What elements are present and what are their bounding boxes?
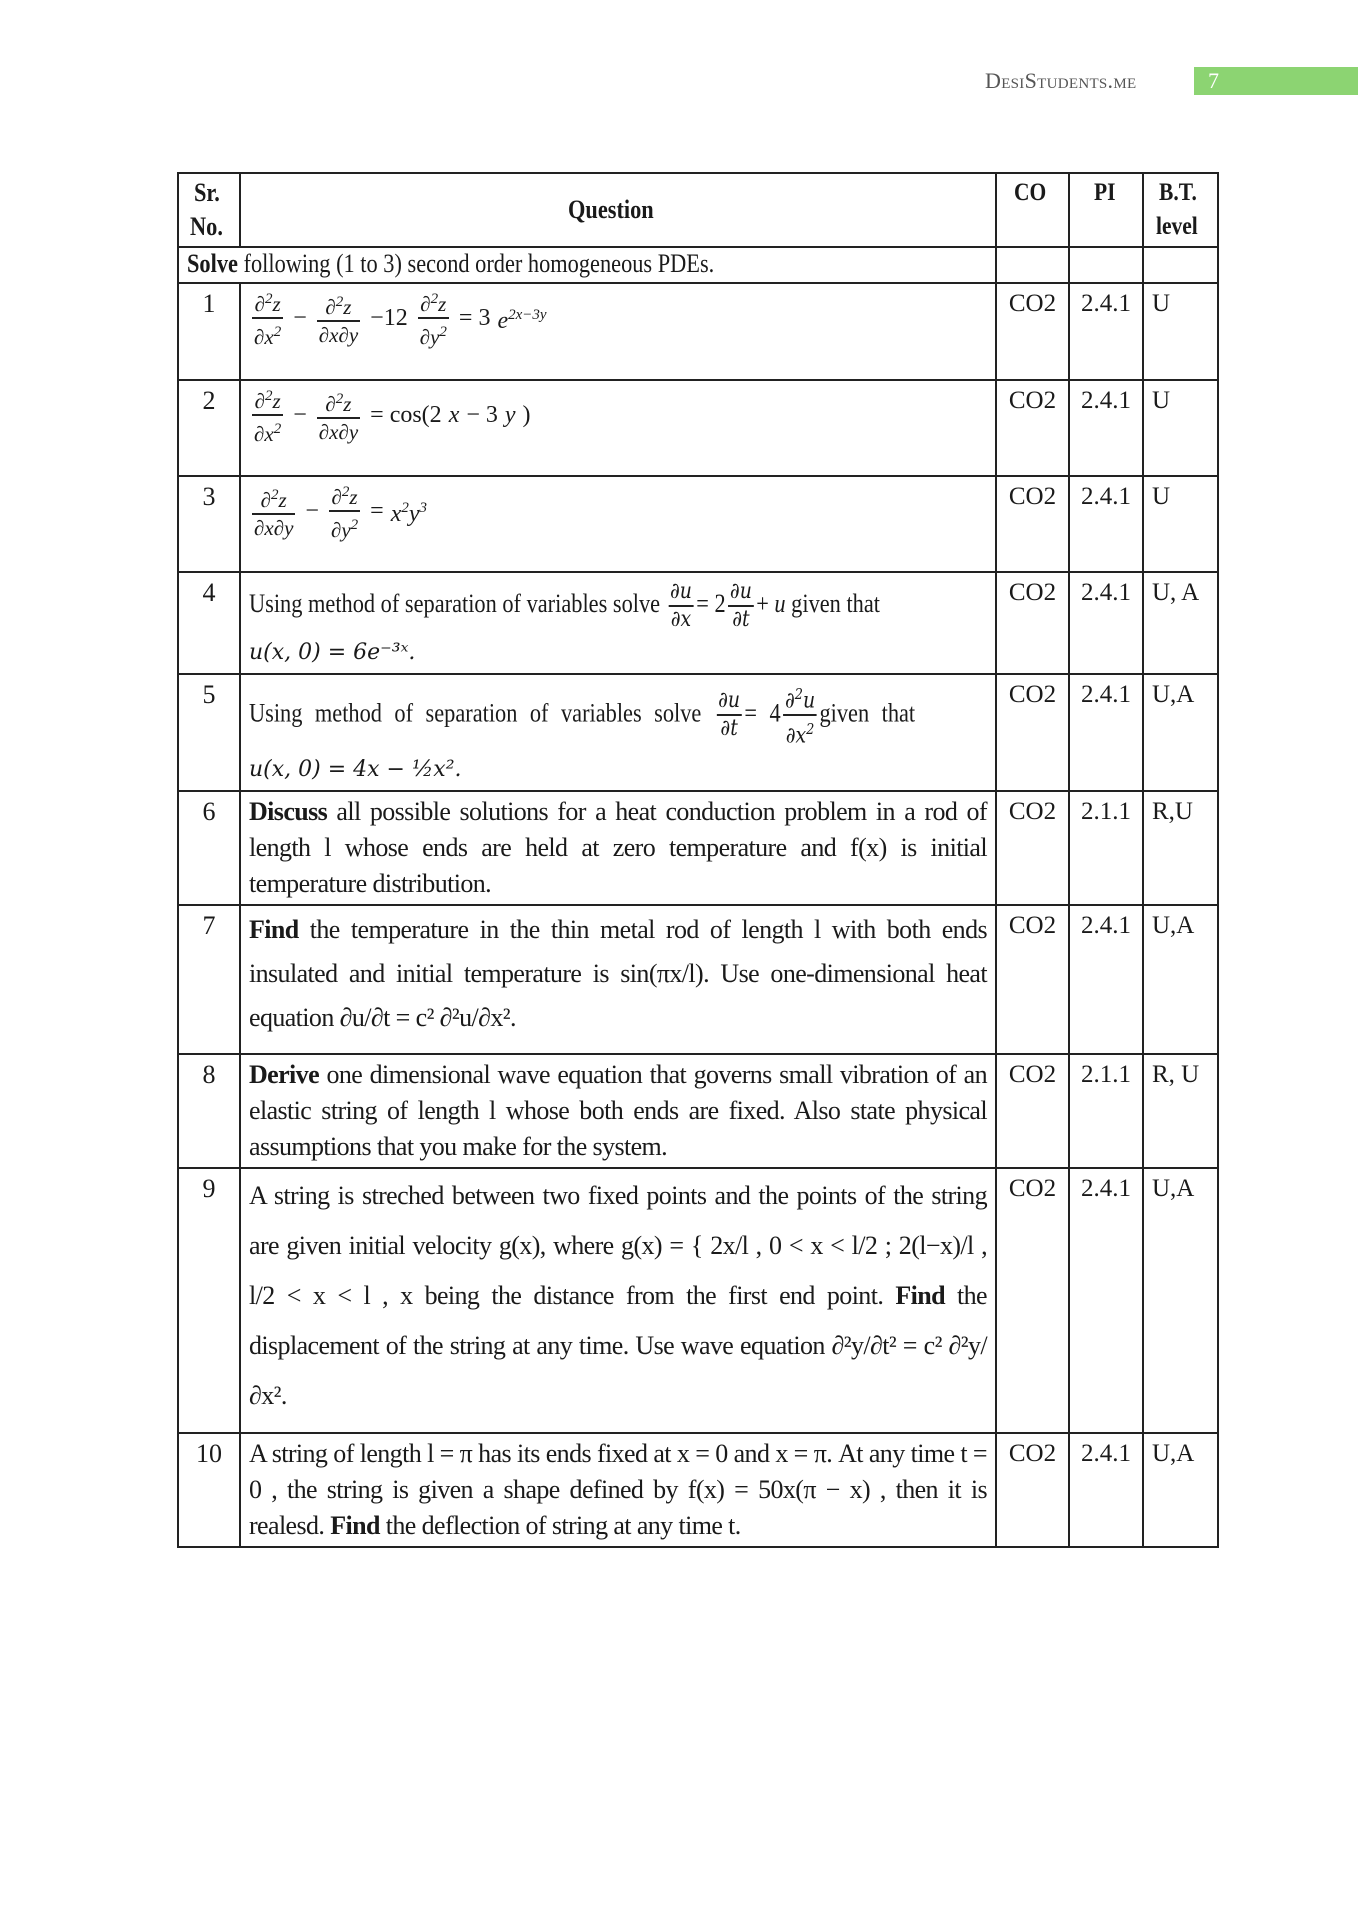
bt-level-value: U,A — [1143, 674, 1218, 791]
pi-value: 2.1.1 — [1069, 1054, 1143, 1168]
sr-number: 9 — [178, 1168, 240, 1433]
bt-level-value: R,U — [1143, 791, 1218, 905]
table-header-row — [178, 173, 1218, 247]
question-cell — [240, 791, 996, 905]
question-cell: Using method of separation of variables solve $\frac{\partial u}{\partial x}$ = 2 $\frac{\partial u}{\partial t}$ + u given that u(x, 0) = 6e⁻³ˣ. — [240, 572, 996, 674]
header-bt-line2: level — [1156, 213, 1198, 240]
question-table — [177, 172, 1219, 1548]
question-text: given that — [785, 588, 880, 618]
sr-number: 10 — [178, 1433, 240, 1547]
header-question-label: Question — [568, 195, 654, 224]
equation: $\frac{\partial u}{\partial x}$ — [669, 579, 692, 632]
sr-number: 6 — [178, 791, 240, 905]
bt-level-value: U,A — [1143, 905, 1218, 1054]
pi-value: 2.4.1 — [1069, 1168, 1143, 1433]
sr-number: 1 — [178, 283, 240, 380]
table-row — [178, 1054, 1218, 1168]
table-row — [178, 791, 1218, 905]
co-value: CO2 — [996, 1168, 1069, 1433]
header-question — [240, 173, 996, 247]
equation: $\frac{\partial^2z}{\partial x^2}$ − $\frac{\partial^2z}{\partial x\partial y}$ −12 $\frac{\partial^2z}{\partial y^2}$ = 3 $e^{2x-3y}$ — [249, 286, 987, 350]
question-cell — [240, 1168, 996, 1433]
question-text: the deflection of string at any time t. — [379, 1510, 741, 1540]
initial-condition: u(x, 0) = 4x − ½x². — [249, 756, 462, 782]
empty-cell — [1143, 247, 1218, 283]
empty-cell — [1069, 247, 1143, 283]
section-text: following (1 to 3) second order homogeneous PDEs. — [237, 249, 715, 278]
question-cell — [240, 1054, 996, 1168]
header-sr-line1: Sr. — [193, 178, 220, 207]
sr-number: 2 — [178, 380, 240, 476]
section-bold: Solve — [187, 249, 238, 278]
co-value: CO2 — [996, 380, 1069, 476]
equation: $\frac{\partial u}{\partial t}$ — [718, 688, 741, 742]
empty-cell — [996, 247, 1069, 283]
question-text: given that — [819, 698, 916, 728]
question-text: Using method of separation of variables solve — [249, 588, 666, 618]
question-cell — [240, 476, 996, 572]
header-pi — [1069, 173, 1143, 247]
bt-level-value: U — [1143, 283, 1218, 380]
co-value: CO2 — [996, 905, 1069, 1054]
header-co-label: CO — [1013, 179, 1046, 206]
table-row — [178, 572, 1218, 674]
equation: $\frac{\partial^2z}{\partial x^2}$ − $\frac{\partial^2z}{\partial x\partial y}$ = cos(2 x − 3 y ) — [249, 383, 987, 447]
page-number-badge: 7 — [1194, 67, 1358, 95]
pi-value: 2.4.1 — [1069, 674, 1143, 791]
site-name: DesiStudents.me — [985, 68, 1137, 93]
question-text: one dimensional wave equation that governs small vibration of an elastic string of length l whose both ends are fixed. Also state physical assumptions that you make for the system. — [249, 1059, 987, 1161]
co-value: CO2 — [996, 791, 1069, 905]
question-keyword: Find — [249, 914, 299, 944]
question-text: A string of length l = π has its ends fixed at x = 0 and x = π. At any time t = 0 , the string is given a shape defined by f(x) = 50x(π − x) , then it is realesd. — [249, 1438, 987, 1540]
question-cell — [240, 380, 996, 476]
question-keyword: Find — [895, 1280, 945, 1310]
header-bt-line1: B.T. — [1158, 179, 1197, 206]
question-text: the displacement of the string at any time. Use wave equation ∂²y/∂t² = c² ∂²y/∂x². — [249, 1280, 988, 1410]
equation: $\frac{\partial^2z}{\partial x\partial y}$ − $\frac{\partial^2z}{\partial y^2}$ = $x^2y^3$ — [249, 479, 987, 543]
sr-number: 4 — [178, 572, 240, 674]
question-text: all possible solutions for a heat conduction problem in a rod of length l whose ends are held at zero temperature and f(x) is initial temperature distribution. — [249, 796, 987, 898]
pi-value: 2.1.1 — [1069, 791, 1143, 905]
bt-level-value: U,A — [1143, 1433, 1218, 1547]
table-row — [178, 1433, 1218, 1547]
header-sr-no — [178, 173, 240, 247]
table-row — [178, 476, 1218, 572]
initial-condition: u(x, 0) = 6e⁻³ˣ. — [249, 640, 416, 665]
sr-number: 8 — [178, 1054, 240, 1168]
question-cell — [240, 1433, 996, 1547]
pi-value: 2.4.1 — [1069, 905, 1143, 1054]
table-row — [178, 283, 1218, 380]
co-value: CO2 — [996, 283, 1069, 380]
question-keyword: Discuss — [249, 796, 328, 826]
header-sr-line2: No. — [189, 212, 223, 241]
question-text: Using method of separation of variables solve — [249, 698, 714, 728]
table-row — [178, 380, 1218, 476]
pi-value: 2.4.1 — [1069, 572, 1143, 674]
bt-level-value: U — [1143, 380, 1218, 476]
bt-level-value: R, U — [1143, 1054, 1218, 1168]
pi-value: 2.4.1 — [1069, 283, 1143, 380]
section-row — [178, 247, 1218, 283]
sr-number: 7 — [178, 905, 240, 1054]
header-pi-label: PI — [1093, 179, 1115, 206]
question-text: A string is streched between two fixed points and the points of the string are given initial velocity g(x), where g(x) = { 2x/l , 0 < x < l/2 ; 2(l−x)/l , l/2 < x < l , x being the distance from the first end point. — [249, 1180, 987, 1310]
question-cell: Using method of separation of variables solve $\frac{\partial u}{\partial t}$ = 4 $\frac{\partial^2u}{\partial x^2}$ given that u(x, 0) = 4x − ½x². — [240, 674, 996, 791]
bt-level-value: U,A — [1143, 1168, 1218, 1433]
sr-number: 5 — [178, 674, 240, 791]
bt-level-value: U — [1143, 476, 1218, 572]
co-value: CO2 — [996, 572, 1069, 674]
table-row — [178, 905, 1218, 1054]
section-instruction — [178, 247, 996, 283]
question-cell — [240, 905, 996, 1054]
question-text: the temperature in the thin metal rod of length l with both ends insulated and initial temperature is sin(πx/l). Use one-dimensional heat equation ∂u/∂t = c² ∂²u/∂x². — [249, 914, 987, 1032]
table-row — [178, 674, 1218, 791]
pi-value: 2.4.1 — [1069, 476, 1143, 572]
table-row — [178, 1168, 1218, 1433]
co-value: CO2 — [996, 476, 1069, 572]
co-value: CO2 — [996, 674, 1069, 791]
question-keyword: Find — [330, 1510, 380, 1540]
co-value: CO2 — [996, 1054, 1069, 1168]
pi-value: 2.4.1 — [1069, 1433, 1143, 1547]
sr-number: 3 — [178, 476, 240, 572]
header-co — [996, 173, 1069, 247]
co-value: CO2 — [996, 1433, 1069, 1547]
bt-level-value: U, A — [1143, 572, 1218, 674]
question-keyword: Derive — [249, 1059, 320, 1089]
pi-value: 2.4.1 — [1069, 380, 1143, 476]
question-cell — [240, 283, 996, 380]
header-bt-level — [1143, 173, 1218, 247]
